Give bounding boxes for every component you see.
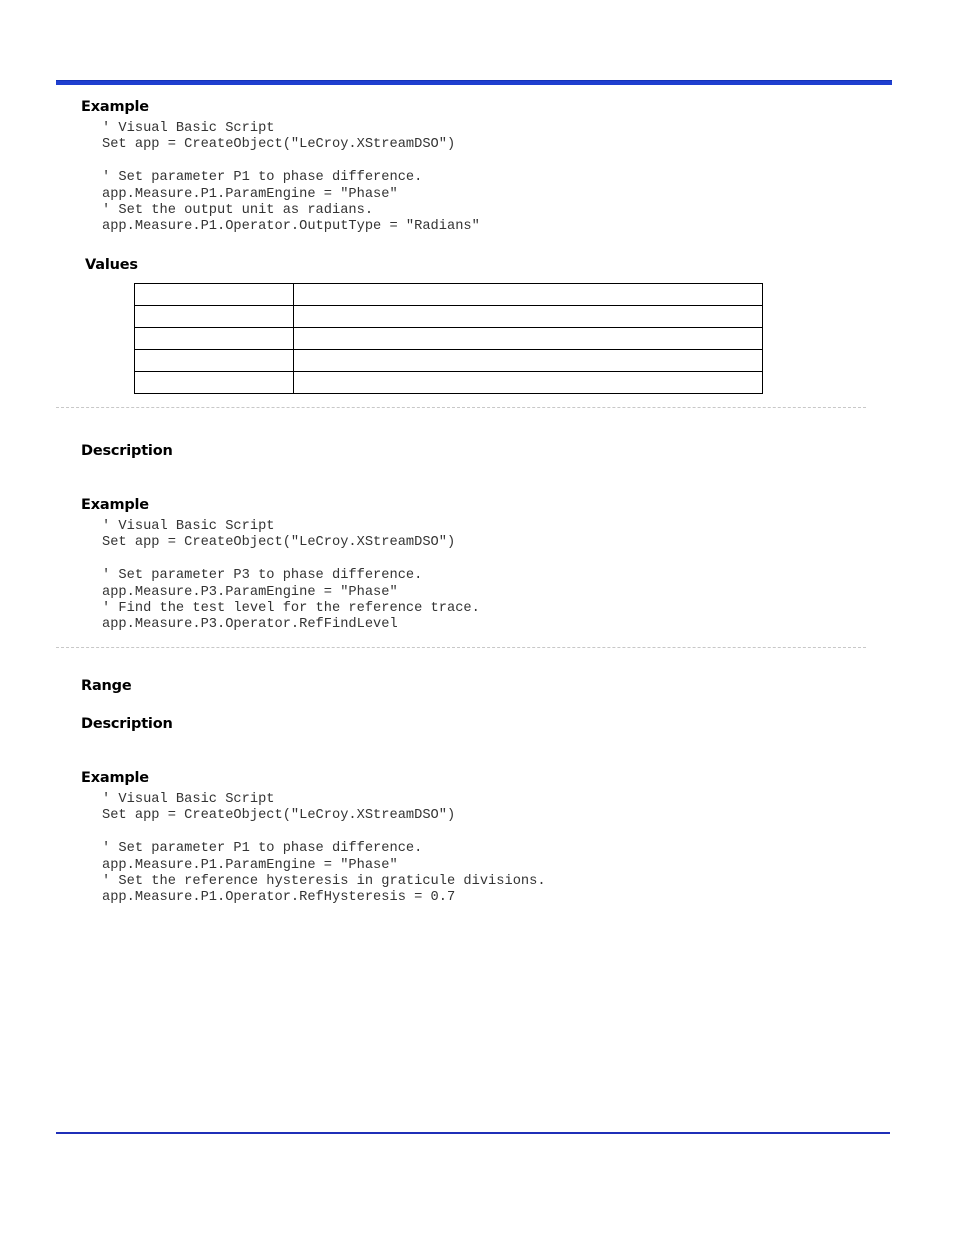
code-block-1 <box>102 121 480 236</box>
code-line: ' Visual Basic Script <box>102 519 275 534</box>
code-line: ' Visual Basic Script <box>102 792 275 807</box>
table-cell <box>294 284 763 306</box>
table-row <box>135 284 763 306</box>
table-cell <box>135 328 294 350</box>
code-line <box>102 552 480 568</box>
table-row <box>135 328 763 350</box>
code-line: app.Measure.P1.ParamEngine = "Phase" <box>102 857 398 873</box>
code-line: ' Set parameter P3 to phase difference. <box>102 568 423 584</box>
example-heading-2: Example <box>81 497 149 513</box>
code-line: Set app = CreateObject("LeCroy.XStreamDSO") <box>102 808 456 824</box>
description-heading-3: Description <box>81 716 173 732</box>
section-divider <box>56 647 866 648</box>
values-table <box>134 283 763 394</box>
code-block-2 <box>102 519 480 634</box>
code-line <box>102 154 480 170</box>
values-heading: Values <box>85 257 138 273</box>
code-line: ' Find the test level for the reference trace. <box>102 600 480 616</box>
code-block-3 <box>102 792 546 907</box>
table-cell <box>135 284 294 306</box>
code-line: ' Visual Basic Script <box>102 121 275 136</box>
code-line: ' Set the reference hysteresis in graticule divisions. <box>102 873 546 889</box>
code-line: app.Measure.P1.Operator.RefHysteresis = 0.7 <box>102 890 456 906</box>
table-cell <box>294 328 763 350</box>
code-line <box>102 825 546 841</box>
range-heading: Range <box>81 678 132 694</box>
code-line: Set app = CreateObject("LeCroy.XStreamDSO") <box>102 535 456 551</box>
header-rule <box>56 80 892 85</box>
code-line: ' Set parameter P1 to phase difference. <box>102 841 423 857</box>
table-row <box>135 306 763 328</box>
code-line: Set app = CreateObject("LeCroy.XStreamDSO") <box>102 137 456 153</box>
table-cell <box>135 350 294 372</box>
description-heading-2: Description <box>81 443 173 459</box>
code-line: app.Measure.P3.ParamEngine = "Phase" <box>102 584 398 600</box>
code-line: ' Set parameter P1 to phase difference. <box>102 170 423 186</box>
code-line: app.Measure.P1.Operator.OutputType = "Radians" <box>102 219 480 235</box>
section-divider <box>56 407 866 408</box>
example-heading-1: Example <box>81 99 149 115</box>
table-row <box>135 350 763 372</box>
table-cell <box>294 306 763 328</box>
code-line: ' Set the output unit as radians. <box>102 202 374 218</box>
code-line: app.Measure.P1.ParamEngine = "Phase" <box>102 186 398 202</box>
table-cell <box>294 350 763 372</box>
footer-rule <box>56 1132 890 1134</box>
table-row <box>135 372 763 394</box>
example-heading-3: Example <box>81 770 149 786</box>
table-cell <box>135 306 294 328</box>
table-cell <box>294 372 763 394</box>
table-cell <box>135 372 294 394</box>
code-line: app.Measure.P3.Operator.RefFindLevel <box>102 617 398 633</box>
